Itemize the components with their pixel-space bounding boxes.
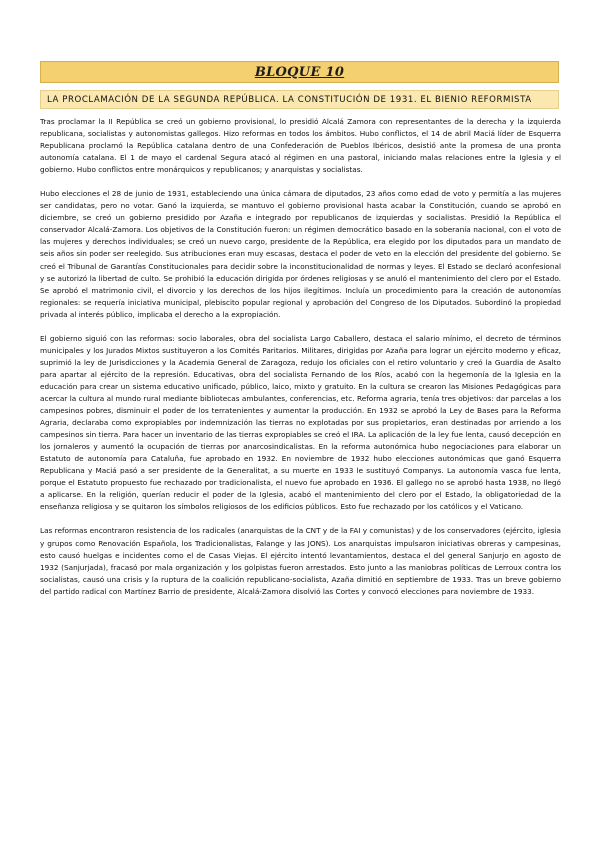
section-subtitle: LA PROCLAMACIÓN DE LA SEGUNDA REPÚBLICA. LA CONSTITUCIÓN DE 1931. EL BIENIO REFORMISTA — [47, 94, 532, 105]
block-title: BLOQUE 10 — [254, 64, 345, 80]
paragraph-resistance: Las reformas encontraron resistencia de los radicales (anarquistas de la CNT y de la FAI y comunistas) y de los conservadores (ejército, iglesia y grupos como Renovación Española, los Tradicionalistas, Falange y las JONS). Los anarquistas impulsaron iniciativas obreras y campesinas, esto causó huelgas e incidentes como el de Casas Viejas. El ejército intentó levantamientos, destaca el del general Sanjurjo en agosto de 1932 (Sanjurjada), fracasó por mala organización y los golpistas fueron arrestados. Esto junto a las maniobras políticas de Lerroux contra los socialistas, causó una crisis y la ruptura de la coalición republicano-socialista, Azaña dimitió en septiembre de 1933. Tras un breve gobierno del partido radical con Martínez Barrio de presidente, Alcalá-Zamora disolvió las Cortes y convocó elecciones para noviembre de 1933. — [40, 526, 561, 596]
paragraph-provisional-government: Tras proclamar la II República se creó un gobierno provisional, lo presidió Alcalá Zamora con representantes de la derecha y la izquierda republicana, socialistas y autonomistas gallegos. Hizo reformas en todos los ámbitos. Hubo conflictos, el 14 de abril Maciá líder de Esquerra Republicana proclamó la República catalana dentro de una Confederación de Pueblos Ibéricos, desistió ante la promesa de una pronta autonomía catalana. El 1 de mayo el cardenal Segura atacó al régimen en una pastoral, iniciando malas relaciones entre la Iglesia y el gobierno. Hubo conflictos entre monárquicos y republicanos; y anarquistas y socialistas. — [40, 117, 561, 175]
document-body — [40, 116, 561, 610]
block-header-bar — [40, 61, 559, 83]
paragraph-reforms: El gobierno siguió con las reformas: socio laborales, obra del socialista Largo Caballero, destaca el salario mínimo, el decreto de términos municipales y los Jurados Mixtos sustituyeron a los Comités Paritarios. Militares, dirigidas por Azaña para lograr un ejército moderno y eficaz, suprimió la ley de Jurisdicciones y la Academia General de Zaragoza, redujo los oficiales con el retiro voluntario y creó la Guardia de Asalto para apartar al ejército de la represión. Educativas, obra del socialista Fernando de los Ríos, acabó con la hegemonía de la Iglesia en la educación para crear un sistema educativo unificado, público, laico, mixto y gratuito. En la cultura se crearon las Misiones Pedagógicas para acercar la cultura al mundo rural mediante bibliotecas ambulantes, conferencias, etc. Reforma agraria, tenía tres objetivos: dar parcelas a los campesinos pobres, disminuir el poder de los terratenientes y aumentar la producción. En 1932 se aprobó la Ley de Bases para la Reforma Agraria, declaraba como expropiables por indemnización las tierras no explotadas por sus propietarios, eran destinadas por arriendo a los campesinos sin tierra. Para hacer un inventario de las tierras expropiables se creó el IRA. La aplicación de la ley fue lenta, causó decepción en los jornaleros y aumentó la ocupación de tierras por anarcosindicalistas. En la reforma autonómica hubo negociaciones para elaborar un Estatuto de autonomía para Cataluña, fue aprobado en 1932. En noviembre de 1932 hubo elecciones autonómicas que ganó Esquerra Republicana y Maciá pasó a ser presidente de la Generalitat, a su muerte en 1933 le sustituyó Companys. La autonomía vasca fue lenta, porque el Estatuto propuesto fue rechazado por tradicionalista, el nuevo fue aprobado en 1936. El gallego no se aprobó hasta 1938, no llegó a aplicarse. En la religión, querían reducir el poder de la Iglesia, acabó el mantenimiento del clero por el Estado, la obligatoriedad de la enseñanza religiosa y se quitaron los símbolos religiosos de los edificios públicos. Esto fue rechazado por los católicos y el Vaticano. — [40, 333, 561, 512]
paragraph-constitution-1931: Hubo elecciones el 28 de junio de 1931, estableciendo una única cámara de diputados, 23 años como edad de voto y permitía a las mujeres ser candidatas, pero no votar. Ganó la izquierda, se mantuvo el gobierno provisional hasta acabar la Constitución, cuando se aprobó en diciembre, se creó un gobierno presidido por Azaña e integrado por republicanos de izquierdas y socialistas. Presidió la República el conservador Alcalá-Zamora. Los objetivos de la Constitución fueron: un régimen democrático basado en la soberanía nacional, con el voto de las mujeres y derechos individuales; se creó un nuevo cargo, presidente de la República, era elegido por los diputados para un mandato de seis años sin poder ser reelegido. Sus atribuciones eran muy escasas, destaca el poder de veto en la elección del presidente del gobierno. Se creó el Tribunal de Garantías Constitucionales para decidir sobre la inconstitucionalidad de normas y leyes. El Estado se declaró aconfesional y se autorizó la libertad de culto. Se prohibió la educación dirigida por órdenes religiosas y se anuló el mantenimiento del clero por el Estado. Se aprobó el matrimonio civil, el divorcio y los derechos de los hijos ilegítimos. Incluía un procedimiento para la creación de autonomías regionales: se requería iniciativa municipal, plebiscito popular regional y aprobación del Congreso de los Diputados. Subordinó la propiedad privada al interés público, implicaba el derecho a la expropiación. — [40, 189, 561, 319]
subtitle-bar — [40, 90, 559, 109]
